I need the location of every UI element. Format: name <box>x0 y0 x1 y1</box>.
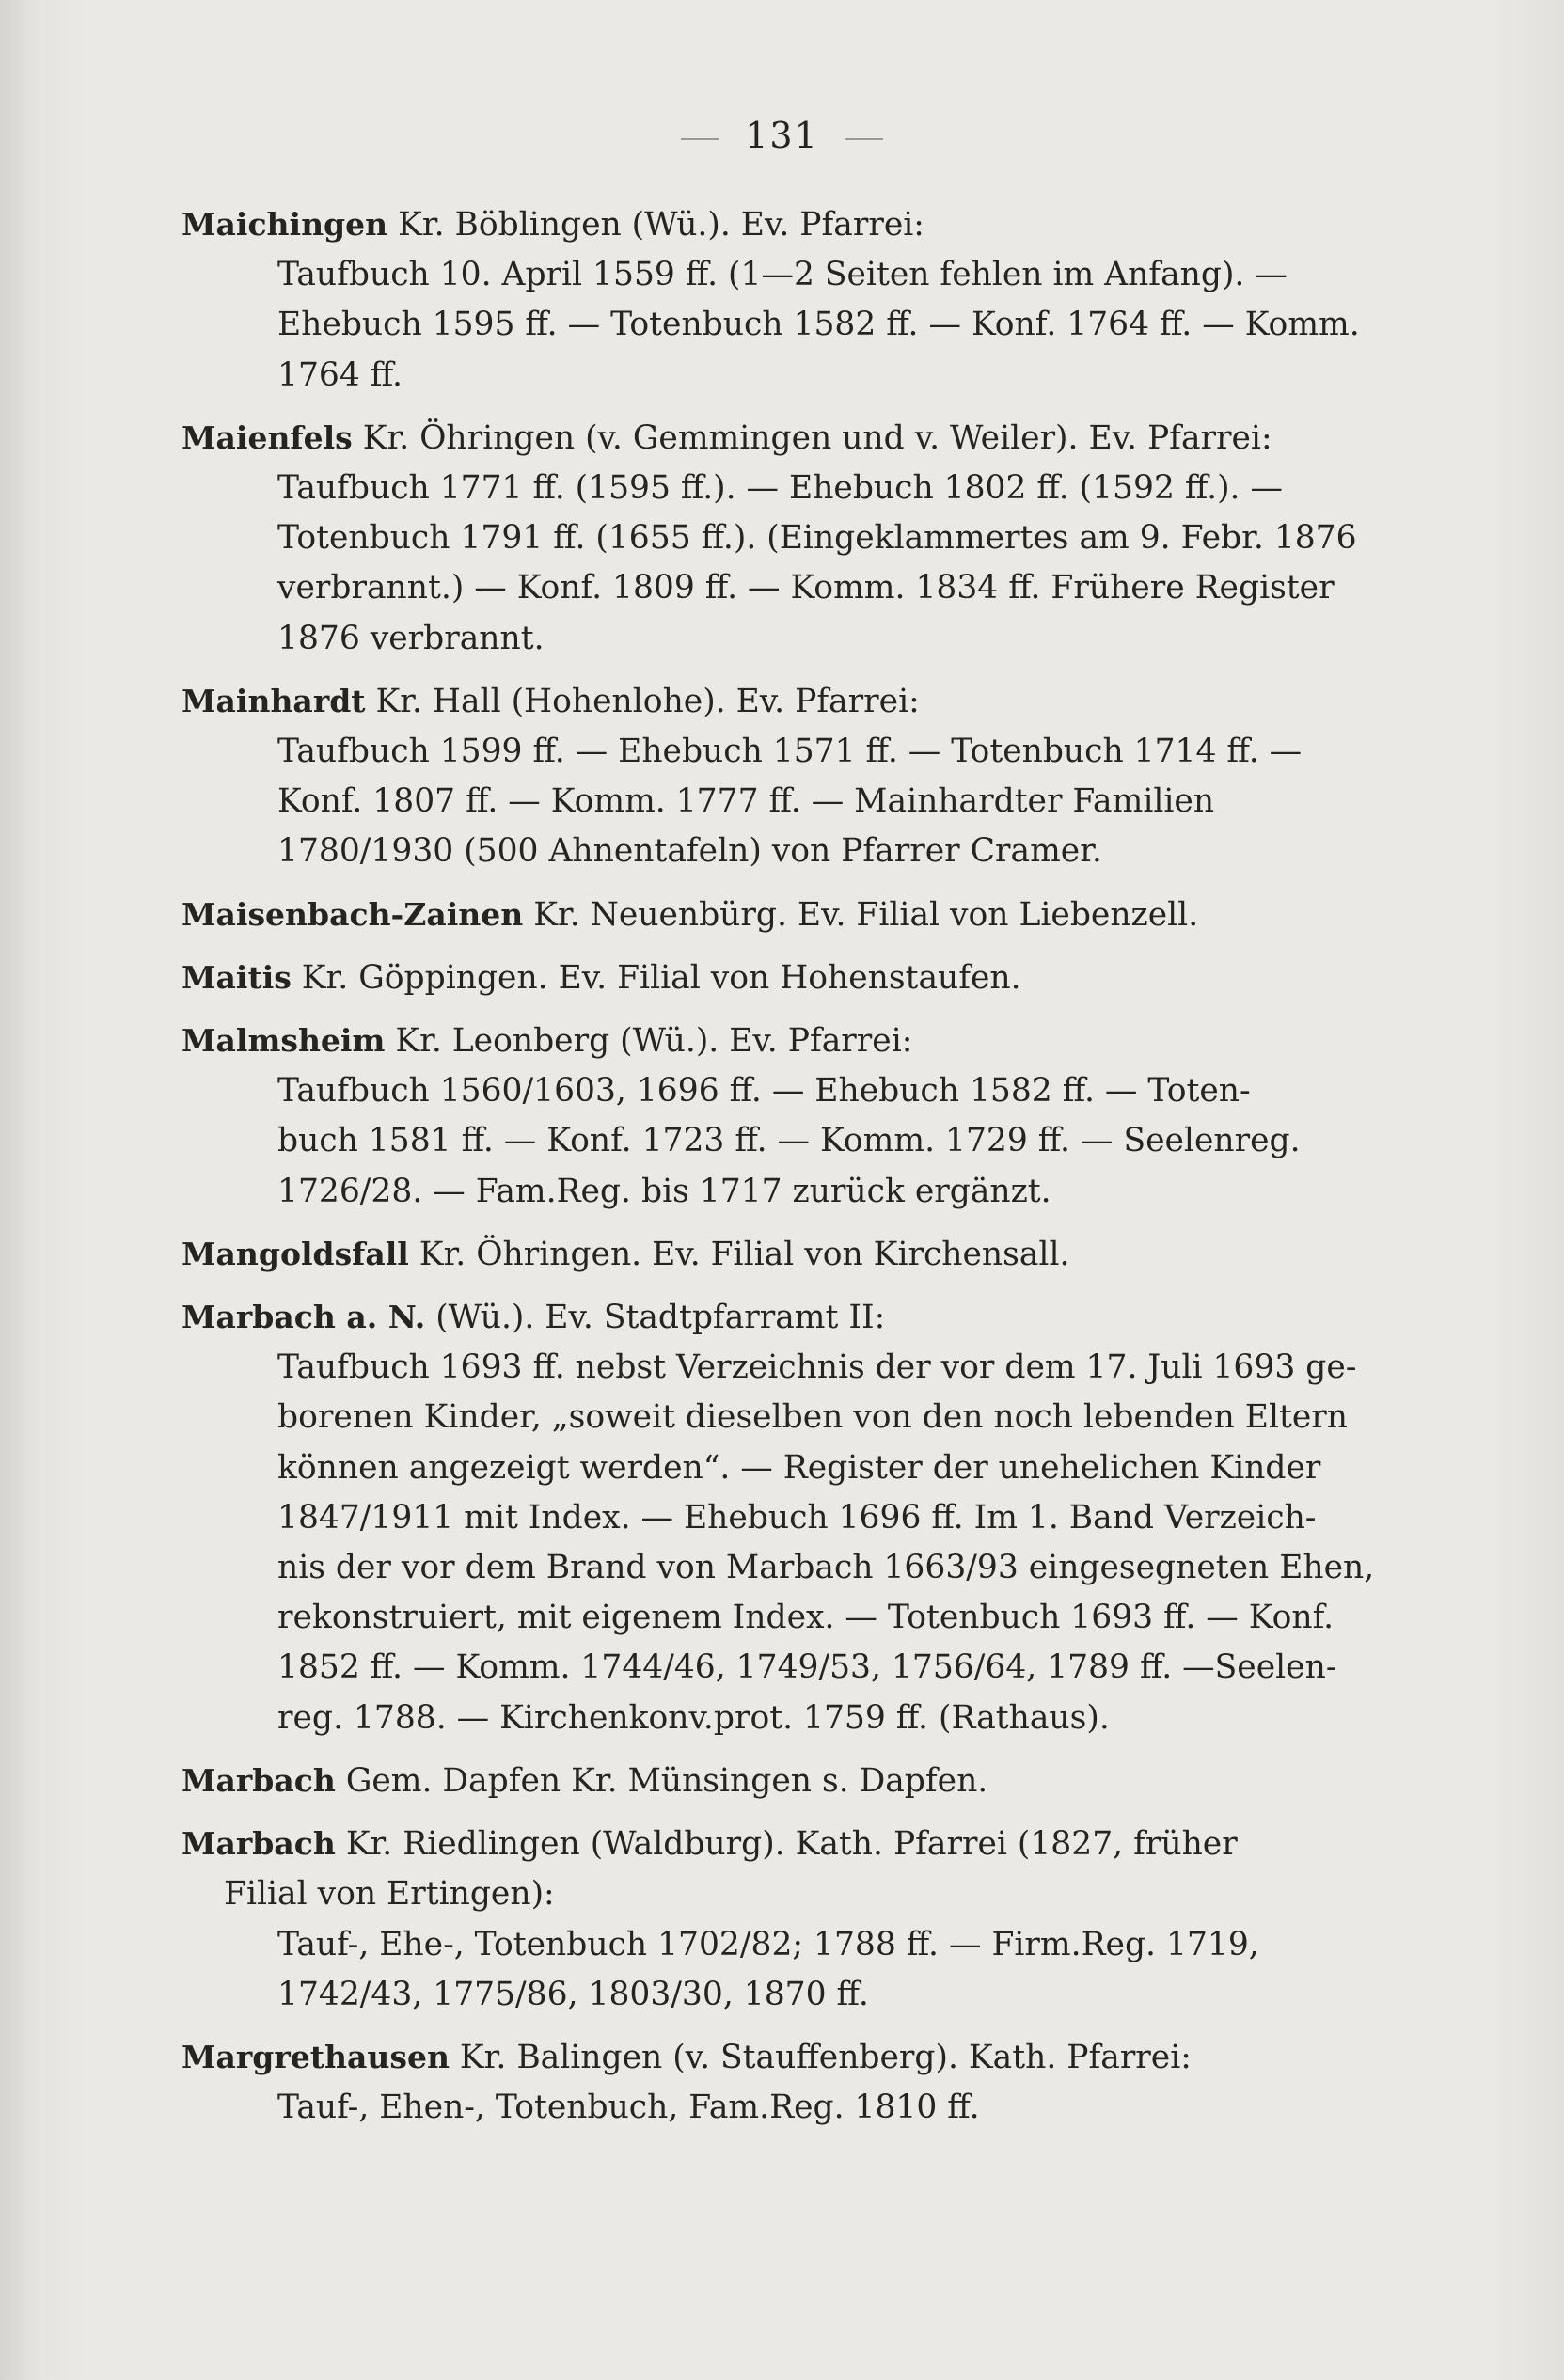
entry-line: 1876 verbrannt. <box>277 619 545 657</box>
page-number-dash-left <box>681 138 719 140</box>
entry-maisenbach-zainen <box>182 890 1385 940</box>
place-name: Maienfels <box>182 418 353 456</box>
place-name: Marbach <box>182 1761 336 1799</box>
entry-head-text: Kr. Göppingen. Ev. Filial von Hohenstaufen. <box>301 958 1021 997</box>
entry-head <box>182 1292 1385 1343</box>
entry-margrethausen <box>182 2032 1385 2133</box>
place-name: Malmsheim <box>182 1022 386 1060</box>
entry-head-text: Kr. Böblingen (Wü.). Ev. Pfarrei: <box>398 206 924 244</box>
entry-line: reg. 1788. — Kirchenkonv.prot. 1759 ff. (Rathaus). <box>277 1698 1110 1737</box>
entry-head <box>182 953 1385 1003</box>
entry-head-text: (Wü.). Ev. Stadtpfarramt II: <box>435 1299 886 1337</box>
entry-head <box>182 199 1385 250</box>
entry-marbach-dapfen <box>182 1756 1385 1806</box>
place-name: Maisenbach-Zainen <box>182 895 524 933</box>
entry-marbach-riedlingen <box>182 1819 1385 2020</box>
entry-line: 1847/1911 mit Index. — Ehebuch 1696 ff. Im 1. Band Verzeich- <box>277 1498 1317 1537</box>
entry-line: 1742/43, 1775/86, 1803/30, 1870 ff. <box>277 1975 869 2013</box>
entry-line: Totenbuch 1791 ff. (1655 ff.). (Eingeklammertes am 9. Febr. 1876 <box>277 519 1357 558</box>
page-number-dash-right <box>845 138 883 140</box>
entry-head-text: Kr. Öhringen. Ev. Filial von Kirchensall. <box>419 1235 1070 1273</box>
entry-line: Tauf-, Ehen-, Totenbuch, Fam.Reg. 1810 ff. <box>277 2088 980 2127</box>
entry-line: Taufbuch 1693 ff. nebst Verzeichnis der vor dem 17. Juli 1693 ge- <box>277 1348 1357 1387</box>
entry-head-text: Kr. Hall (Hohenlohe). Ev. Pfarrei: <box>375 682 920 720</box>
entry-maienfels <box>182 413 1385 664</box>
entry-line: Filial von Ertingen): <box>224 1875 555 1914</box>
place-name: Mangoldsfall <box>182 1235 409 1272</box>
entry-head <box>182 413 1385 464</box>
entry-head-text: Gem. Dapfen Kr. Münsingen s. Dapfen. <box>345 1761 988 1800</box>
entry-head-text: Kr. Öhringen (v. Gemmingen und v. Weiler). Ev. Pfarrei: <box>362 418 1272 457</box>
entry-head-text: Kr. Neuenbürg. Ev. Filial von Liebenzell. <box>533 895 1199 934</box>
entry-mangoldsfall <box>182 1229 1385 1280</box>
entry-line: verbrannt.) — Konf. 1809 ff. — Komm. 1834 ff. Frühere Register <box>277 569 1335 607</box>
entry-line: buch 1581 ff. — Konf. 1723 ff. — Komm. 1729 ff. — Seelenreg. <box>277 1122 1301 1160</box>
entry-maitis <box>182 953 1385 1003</box>
entry-line: Tauf-, Ehe-, Totenbuch 1702/82; 1788 ff. — Firm.Reg. 1719, <box>277 1925 1259 1963</box>
entry-line: Ehebuch 1595 ff. — Totenbuch 1582 ff. — Konf. 1764 ff. — Komm. <box>277 306 1360 344</box>
entry-line: Taufbuch 1560/1603, 1696 ff. — Ehebuch 1582 ff. — Toten- <box>277 1072 1251 1111</box>
entry-line: Taufbuch 1771 ff. (1595 ff.). — Ehebuch 1802 ff. (1592 ff.). — <box>277 469 1283 508</box>
place-name: Mainhardt <box>182 682 366 719</box>
entry-head-text: Kr. Leonberg (Wü.). Ev. Pfarrei: <box>395 1022 913 1061</box>
entry-line: 1852 ff. — Komm. 1744/46, 1749/53, 1756/64, 1789 ff. —Seelen- <box>277 1648 1337 1687</box>
entry-head <box>182 1229 1385 1280</box>
entry-malmsheim <box>182 1016 1385 1217</box>
place-name: Maitis <box>182 958 292 996</box>
entry-head <box>182 1016 1385 1066</box>
entry-line: Taufbuch 1599 ff. — Ehebuch 1571 ff. — Totenbuch 1714 ff. — <box>277 733 1303 771</box>
entry-line: Taufbuch 10. April 1559 ff. (1—2 Seiten fehlen im Anfang). — <box>277 256 1288 294</box>
place-name: Maichingen <box>182 206 388 243</box>
page-number <box>0 115 1564 156</box>
place-name: Margrethausen <box>182 2038 450 2075</box>
entry-line: können angezeigt werden“. — Register der unehelichen Kinder <box>277 1448 1321 1487</box>
entry-head-text: Kr. Balingen (v. Stauffenberg). Kath. Pfarrei: <box>459 2038 1192 2076</box>
entry-line: nis der vor dem Brand von Marbach 1663/93 eingesegneten Ehen, <box>277 1549 1375 1587</box>
entry-maichingen <box>182 199 1385 401</box>
entry-head <box>182 1756 1385 1806</box>
entry-mainhardt <box>182 676 1385 877</box>
register-entries <box>182 199 1385 2145</box>
entry-line: Konf. 1807 ff. — Komm. 1777 ff. — Mainhardter Familien <box>277 782 1215 821</box>
place-name: Marbach a. N. <box>182 1299 426 1336</box>
entry-line: 1764 ff. <box>277 355 403 394</box>
page-number-text: 131 <box>745 115 819 156</box>
entry-head <box>182 676 1385 727</box>
entry-head <box>182 1819 1385 1869</box>
entry-line: 1780/1930 (500 Ahnentafeln) von Pfarrer Cramer. <box>277 832 1102 871</box>
entry-head <box>182 2032 1385 2083</box>
entry-marbach-a-n <box>182 1292 1385 1743</box>
entry-head-text: Kr. Riedlingen (Waldburg). Kath. Pfarrei (1827, früher <box>345 1825 1238 1864</box>
entry-line: borenen Kinder, „soweit dieselben von den noch lebenden Eltern <box>277 1398 1348 1437</box>
entry-line: rekonstruiert, mit eigenem Index. — Totenbuch 1693 ff. — Konf. <box>277 1599 1335 1637</box>
entry-line: 1726/28. — Fam.Reg. bis 1717 zurück ergänzt. <box>277 1172 1051 1210</box>
place-name: Marbach <box>182 1825 336 1863</box>
entry-head <box>182 890 1385 940</box>
